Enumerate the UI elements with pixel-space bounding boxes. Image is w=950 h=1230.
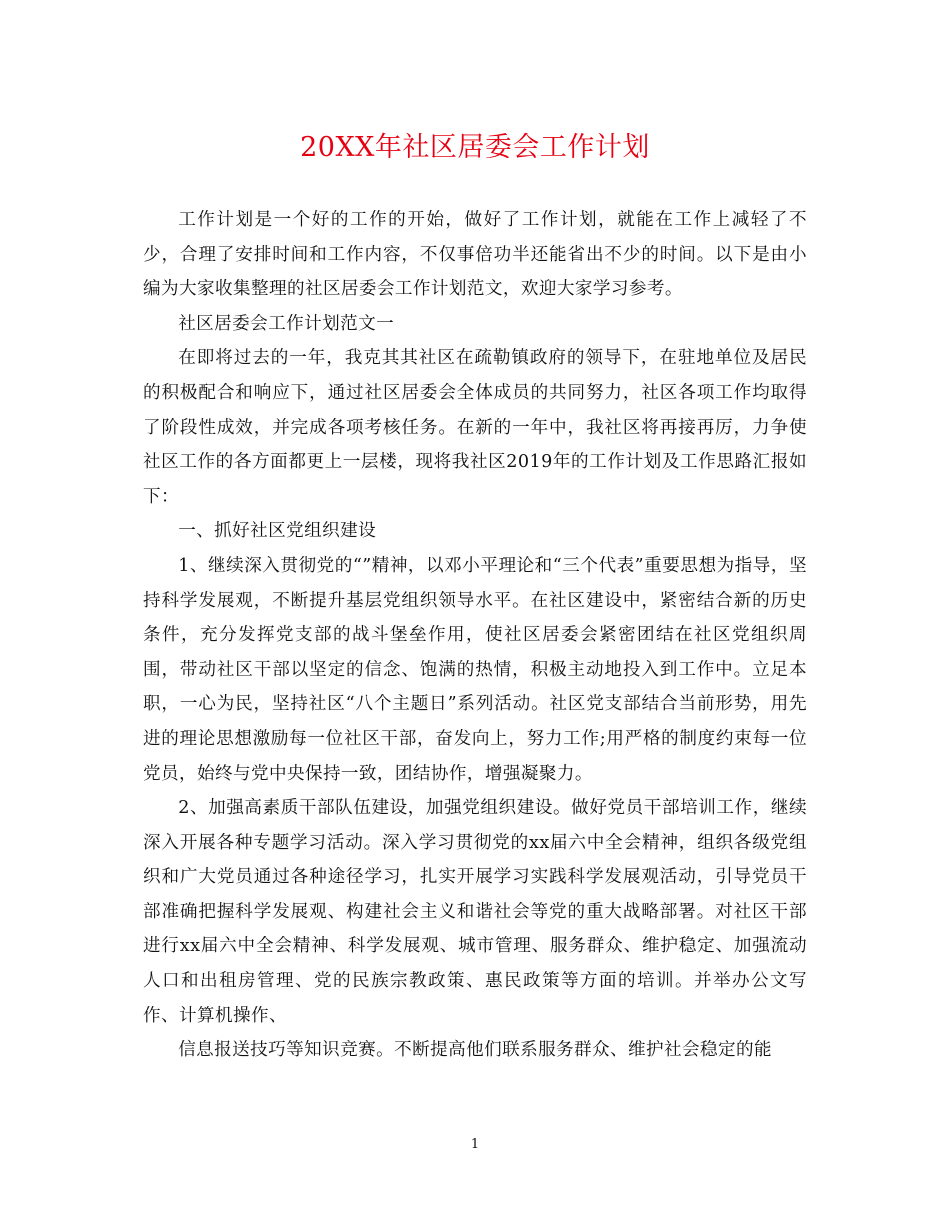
- document-title: 20XX年社区居委会工作计划: [300, 132, 650, 163]
- summary-paragraph: 在即将过去的一年，我克其其社区在疏勒镇政府的领导下，在驻地单位及居民的积极配合和响应下，通过社区居委会全体成员的共同努力，社区各项工作均取得了阶段性成效，并完成各项考核任务。在新的一年中，我社区将再接再厉，力争使社区工作的各方面都更上一层楼，现将我社区2019年的工作计划及工作思路汇报如下：: [143, 348, 807, 507]
- page-number: 1: [470, 1137, 480, 1152]
- document-body: [143, 203, 807, 1068]
- section-heading: 一、抓好社区党组织建设: [178, 521, 377, 542]
- continuation-paragraph: 信息报送技巧等知识竞赛。不断提高他们联系服务群众、维护社会稳定的能: [178, 1040, 772, 1061]
- intro-paragraph: 工作计划是一个好的工作的开始，做好了工作计划，就能在工作上减轻了不少，合理了安排时间和工作内容，不仅事倍功半还能省出不少的时间。以下是由小编为大家收集整理的社区居委会工作计划范文，欢迎大家学习参考。: [143, 210, 807, 300]
- sample-heading: 社区居委会工作计划范文一: [178, 313, 395, 334]
- item-1-paragraph: 1、继续深入贯彻党的“”精神，以邓小平理论和“三个代表”重要思想为指导，坚持科学发展观，不断提升基层党组织领导水平。在社区建设中，紧密结合新的历史条件，充分发挥党支部的战斗堡垒作用，使社区居委会紧密团结在社区党组织周围，带动社区干部以坚定的信念、饱满的热情，积极主动地投入到工作中。立足本职，一心为民，坚持社区“八个主题日”系列活动。社区党支部结合当前形势，用先进的理论思想激励每一位社区干部，奋发向上，努力工作;用严格的制度约束每一位党员，始终与党中央保持一致，团结协作，增强凝聚力。: [143, 555, 807, 784]
- item-2-paragraph: 2、加强高素质干部队伍建设，加强党组织建设。做好党员干部培训工作，继续深入开展各种专题学习活动。深入学习贯彻党的xx届六中全会精神，组织各级党组织和广大党员通过各种途径学习，扎实开展学习实践科学发展观活动，引导党员干部准确把握科学发展观、构建社会主义和谐社会等党的重大战略部署。对社区干部进行xx届六中全会精神、科学发展观、城市管理、服务群众、维护稳定、加强流动人口和出租房管理、党的民族宗教政策、惠民政策等方面的培训。并举办公文写作、计算机操作、: [143, 798, 807, 1026]
